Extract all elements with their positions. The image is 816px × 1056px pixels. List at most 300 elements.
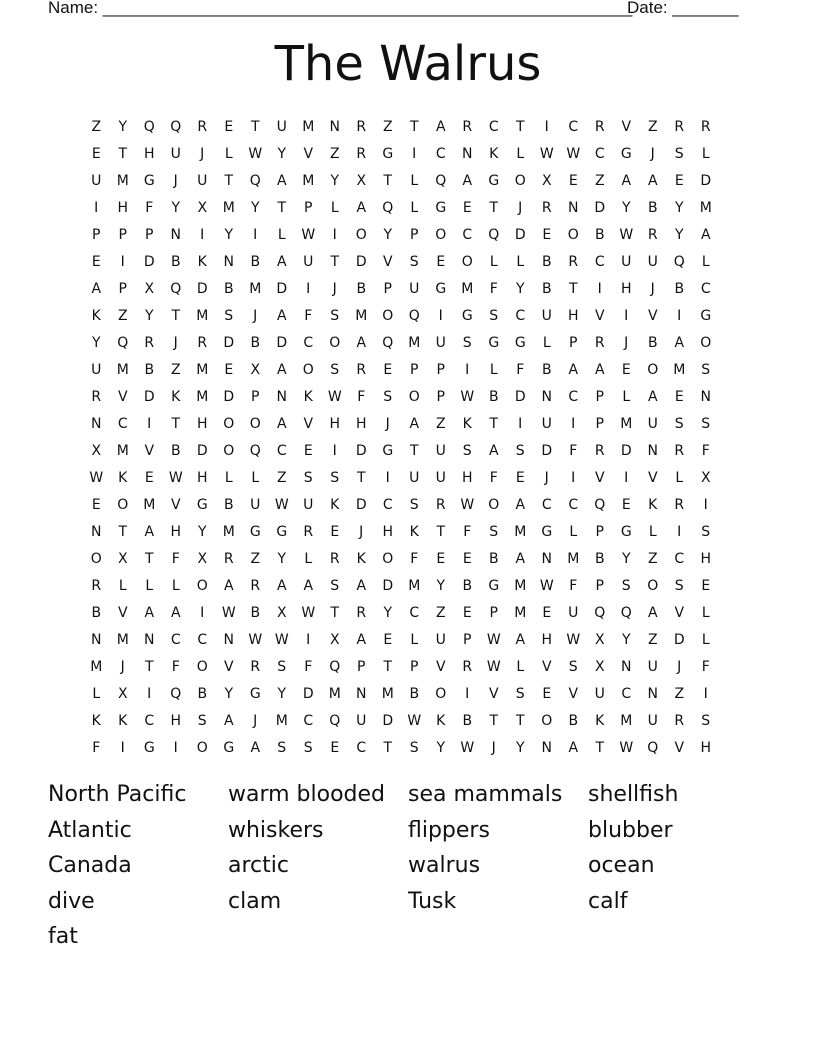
grid-letter[interactable]: S <box>303 739 313 756</box>
grid-letter[interactable]: R <box>356 145 367 162</box>
grid-letter[interactable]: I <box>465 361 470 378</box>
grid-letter[interactable]: Q <box>382 199 394 216</box>
grid-letter[interactable]: S <box>383 388 393 405</box>
date-field[interactable]: Date: _______ <box>627 0 739 17</box>
grid-letter[interactable]: M <box>116 442 129 459</box>
grid-letter[interactable]: Q <box>143 118 155 135</box>
grid-letter[interactable]: G <box>382 145 394 162</box>
grid-letter[interactable]: A <box>462 172 473 189</box>
grid-letter[interactable]: L <box>277 226 286 243</box>
grid-letter[interactable]: Q <box>594 496 606 513</box>
grid-letter[interactable]: L <box>224 469 233 486</box>
grid-letter[interactable]: B <box>541 253 552 270</box>
grid-letter[interactable]: V <box>144 442 155 459</box>
grid-letter[interactable]: O <box>223 415 235 432</box>
grid-letter[interactable]: R <box>674 712 685 729</box>
grid-letter[interactable]: U <box>647 712 658 729</box>
grid-letter[interactable]: M <box>408 577 421 594</box>
grid-letter[interactable]: B <box>647 199 658 216</box>
grid-letter[interactable]: W <box>301 226 316 243</box>
grid-letter[interactable]: W <box>486 658 501 675</box>
grid-letter[interactable]: A <box>356 199 367 216</box>
grid-letter[interactable]: T <box>595 739 605 756</box>
grid-letter[interactable]: Q <box>170 280 182 297</box>
grid-letter[interactable]: D <box>143 388 155 405</box>
grid-letter[interactable]: H <box>541 631 553 648</box>
grid-letter[interactable]: G <box>196 496 208 513</box>
grid-letter[interactable]: W <box>327 388 342 405</box>
grid-letter[interactable]: M <box>196 361 209 378</box>
grid-letter[interactable]: R <box>356 118 367 135</box>
grid-letter[interactable]: J <box>173 172 178 189</box>
grid-letter[interactable]: S <box>674 577 684 594</box>
grid-letter[interactable]: D <box>355 442 367 459</box>
grid-letter[interactable]: X <box>91 442 102 459</box>
grid-letter[interactable]: S <box>701 361 711 378</box>
grid-letter[interactable]: N <box>647 442 658 459</box>
grid-letter[interactable]: Q <box>620 604 632 621</box>
grid-letter[interactable]: U <box>356 712 367 729</box>
grid-letter[interactable]: F <box>171 550 180 567</box>
grid-letter[interactable]: S <box>224 307 234 324</box>
grid-letter[interactable]: H <box>196 415 208 432</box>
grid-letter[interactable]: X <box>144 280 155 297</box>
grid-letter[interactable]: F <box>463 523 472 540</box>
grid-letter[interactable]: S <box>489 307 499 324</box>
grid-letter[interactable]: P <box>595 523 604 540</box>
grid-letter[interactable]: V <box>568 685 579 702</box>
grid-letter[interactable]: A <box>144 523 155 540</box>
grid-letter[interactable]: I <box>120 739 125 756</box>
grid-letter[interactable]: Z <box>250 550 261 567</box>
grid-letter[interactable]: Z <box>435 604 446 621</box>
grid-letter[interactable]: A <box>515 631 526 648</box>
grid-letter[interactable]: D <box>143 253 155 270</box>
grid-letter[interactable]: S <box>674 145 684 162</box>
grid-letter[interactable]: K <box>91 307 101 324</box>
grid-letter[interactable]: L <box>251 469 260 486</box>
grid-letter[interactable]: W <box>89 469 104 486</box>
grid-letter[interactable]: T <box>515 118 525 135</box>
grid-letter[interactable]: D <box>196 280 208 297</box>
grid-letter[interactable]: L <box>224 145 233 162</box>
grid-letter[interactable]: T <box>436 523 446 540</box>
grid-letter[interactable]: X <box>329 631 340 648</box>
grid-letter[interactable]: A <box>647 604 658 621</box>
grid-letter[interactable]: S <box>409 739 419 756</box>
grid-letter[interactable]: Y <box>91 334 101 351</box>
grid-letter[interactable]: O <box>408 388 420 405</box>
grid-letter[interactable]: P <box>463 631 472 648</box>
grid-letter[interactable]: L <box>648 523 657 540</box>
grid-letter[interactable]: T <box>489 712 499 729</box>
grid-letter[interactable]: Y <box>383 604 393 621</box>
grid-letter[interactable]: T <box>489 415 499 432</box>
grid-letter[interactable]: A <box>303 577 314 594</box>
grid-letter[interactable]: P <box>383 280 392 297</box>
grid-letter[interactable]: B <box>144 361 155 378</box>
grid-letter[interactable]: A <box>515 550 526 567</box>
grid-letter[interactable]: A <box>276 577 287 594</box>
grid-letter[interactable]: M <box>514 577 527 594</box>
grid-letter[interactable]: K <box>118 712 128 729</box>
grid-letter[interactable]: J <box>677 658 682 675</box>
grid-letter[interactable]: E <box>515 469 525 486</box>
grid-letter[interactable]: O <box>700 334 712 351</box>
grid-letter[interactable]: S <box>701 523 711 540</box>
grid-letter[interactable]: N <box>647 685 658 702</box>
grid-letter[interactable]: A <box>356 631 367 648</box>
grid-letter[interactable]: L <box>569 523 578 540</box>
grid-letter[interactable]: T <box>383 172 393 189</box>
grid-letter[interactable]: U <box>647 415 658 432</box>
grid-letter[interactable]: R <box>144 334 155 351</box>
grid-letter[interactable]: S <box>701 415 711 432</box>
grid-letter[interactable]: C <box>276 442 287 459</box>
grid-letter[interactable]: B <box>170 253 181 270</box>
grid-letter[interactable]: N <box>541 739 552 756</box>
grid-letter[interactable]: O <box>567 226 579 243</box>
grid-letter[interactable]: I <box>253 226 258 243</box>
grid-letter[interactable]: I <box>306 280 311 297</box>
grid-letter[interactable]: F <box>171 658 180 675</box>
grid-letter[interactable]: Q <box>435 172 447 189</box>
grid-letter[interactable]: P <box>436 361 445 378</box>
grid-letter[interactable]: P <box>251 388 260 405</box>
grid-letter[interactable]: F <box>145 199 154 216</box>
grid-letter[interactable]: U <box>250 496 261 513</box>
grid-letter[interactable]: C <box>356 739 367 756</box>
grid-letter[interactable]: P <box>436 388 445 405</box>
grid-letter[interactable]: X <box>117 685 128 702</box>
grid-letter[interactable]: G <box>382 442 394 459</box>
grid-letter[interactable]: D <box>355 253 367 270</box>
grid-letter[interactable]: C <box>488 118 499 135</box>
grid-letter[interactable]: L <box>410 631 419 648</box>
grid-letter[interactable]: I <box>571 415 576 432</box>
grid-letter[interactable]: D <box>302 685 314 702</box>
grid-letter[interactable]: Z <box>647 118 658 135</box>
grid-letter[interactable]: T <box>330 604 340 621</box>
grid-letter[interactable]: E <box>542 604 552 621</box>
grid-letter[interactable]: J <box>650 280 655 297</box>
grid-letter[interactable]: X <box>700 469 711 486</box>
grid-letter[interactable]: L <box>542 334 551 351</box>
grid-letter[interactable]: K <box>91 712 101 729</box>
grid-letter[interactable]: Y <box>330 172 340 189</box>
grid-letter[interactable]: E <box>91 145 101 162</box>
grid-letter[interactable]: D <box>673 631 685 648</box>
grid-letter[interactable]: I <box>120 253 125 270</box>
grid-letter[interactable]: I <box>94 199 99 216</box>
grid-letter[interactable]: M <box>302 172 315 189</box>
grid-letter[interactable]: N <box>462 145 473 162</box>
grid-letter[interactable]: M <box>514 523 527 540</box>
grid-letter[interactable]: S <box>303 469 313 486</box>
grid-letter[interactable]: R <box>674 118 685 135</box>
grid-letter[interactable]: N <box>568 199 579 216</box>
grid-letter[interactable]: Q <box>488 226 500 243</box>
grid-letter[interactable]: Y <box>277 145 287 162</box>
grid-letter[interactable]: G <box>488 334 500 351</box>
grid-letter[interactable]: N <box>91 415 102 432</box>
grid-letter[interactable]: H <box>700 550 712 567</box>
grid-letter[interactable]: S <box>489 523 499 540</box>
grid-letter[interactable]: S <box>409 253 419 270</box>
grid-letter[interactable]: E <box>303 442 313 459</box>
grid-letter[interactable]: M <box>196 307 209 324</box>
grid-letter[interactable]: G <box>488 577 500 594</box>
grid-letter[interactable]: X <box>197 199 208 216</box>
grid-letter[interactable]: N <box>144 631 155 648</box>
grid-letter[interactable]: W <box>168 469 183 486</box>
grid-letter[interactable]: O <box>196 739 208 756</box>
grid-letter[interactable]: K <box>197 253 207 270</box>
grid-letter[interactable]: X <box>356 172 367 189</box>
grid-letter[interactable]: B <box>541 361 552 378</box>
grid-letter[interactable]: P <box>118 226 127 243</box>
grid-letter[interactable]: O <box>541 712 553 729</box>
grid-letter[interactable]: I <box>703 496 708 513</box>
grid-letter[interactable]: Y <box>144 307 154 324</box>
grid-letter[interactable]: Y <box>621 631 631 648</box>
grid-letter[interactable]: C <box>409 604 420 621</box>
grid-letter[interactable]: U <box>276 118 287 135</box>
grid-letter[interactable]: I <box>147 685 152 702</box>
grid-letter[interactable]: A <box>594 361 605 378</box>
grid-letter[interactable]: X <box>250 361 261 378</box>
grid-letter[interactable]: O <box>249 415 261 432</box>
grid-letter[interactable]: C <box>462 226 473 243</box>
grid-letter[interactable]: Z <box>117 307 128 324</box>
grid-letter[interactable]: I <box>677 307 682 324</box>
grid-letter[interactable]: B <box>356 280 367 297</box>
grid-letter[interactable]: S <box>330 577 340 594</box>
grid-letter[interactable]: U <box>435 334 446 351</box>
grid-letter[interactable]: V <box>621 118 632 135</box>
grid-letter[interactable]: S <box>277 658 287 675</box>
grid-letter[interactable]: Q <box>170 685 182 702</box>
grid-letter[interactable]: O <box>382 550 394 567</box>
grid-letter[interactable]: L <box>701 253 710 270</box>
grid-letter[interactable]: J <box>120 658 125 675</box>
grid-letter[interactable]: I <box>544 118 549 135</box>
grid-letter[interactable]: V <box>674 739 685 756</box>
grid-letter[interactable]: V <box>382 253 393 270</box>
grid-letter[interactable]: C <box>568 496 579 513</box>
grid-letter[interactable]: V <box>647 469 658 486</box>
grid-letter[interactable]: L <box>701 604 710 621</box>
grid-letter[interactable]: S <box>568 658 578 675</box>
grid-letter[interactable]: H <box>461 469 473 486</box>
grid-letter[interactable]: U <box>435 442 446 459</box>
grid-letter[interactable]: P <box>118 280 127 297</box>
grid-letter[interactable]: R <box>594 442 605 459</box>
grid-letter[interactable]: Q <box>249 172 261 189</box>
grid-letter[interactable]: B <box>594 226 605 243</box>
grid-letter[interactable]: F <box>701 442 710 459</box>
grid-letter[interactable]: L <box>304 550 313 567</box>
grid-letter[interactable]: P <box>304 199 313 216</box>
grid-letter[interactable]: H <box>117 199 129 216</box>
grid-letter[interactable]: I <box>385 469 390 486</box>
grid-letter[interactable]: A <box>250 739 261 756</box>
grid-letter[interactable]: R <box>197 118 208 135</box>
grid-letter[interactable]: H <box>355 415 367 432</box>
grid-letter[interactable]: M <box>355 307 368 324</box>
grid-letter[interactable]: D <box>541 442 553 459</box>
grid-letter[interactable]: I <box>624 307 629 324</box>
grid-letter[interactable]: S <box>674 415 684 432</box>
grid-letter[interactable]: I <box>200 604 205 621</box>
grid-letter[interactable]: O <box>329 334 341 351</box>
grid-letter[interactable]: J <box>624 334 629 351</box>
grid-letter[interactable]: L <box>489 253 498 270</box>
grid-letter[interactable]: V <box>303 145 314 162</box>
grid-letter[interactable]: I <box>465 685 470 702</box>
grid-letter[interactable]: M <box>620 712 633 729</box>
grid-letter[interactable]: H <box>170 523 182 540</box>
grid-letter[interactable]: G <box>276 523 288 540</box>
grid-letter[interactable]: H <box>170 712 182 729</box>
grid-letter[interactable]: V <box>170 496 181 513</box>
grid-letter[interactable]: D <box>223 334 235 351</box>
grid-letter[interactable]: M <box>196 388 209 405</box>
grid-letter[interactable]: U <box>647 253 658 270</box>
grid-letter[interactable]: T <box>250 118 260 135</box>
grid-letter[interactable]: V <box>488 685 499 702</box>
grid-letter[interactable]: R <box>356 604 367 621</box>
grid-letter[interactable]: U <box>409 280 420 297</box>
grid-letter[interactable]: C <box>594 253 605 270</box>
grid-letter[interactable]: M <box>143 496 156 513</box>
grid-letter[interactable]: M <box>567 550 580 567</box>
grid-letter[interactable]: U <box>541 415 552 432</box>
grid-letter[interactable]: S <box>277 739 287 756</box>
grid-letter[interactable]: O <box>302 361 314 378</box>
grid-letter[interactable]: J <box>359 523 364 540</box>
grid-letter[interactable]: E <box>542 226 552 243</box>
grid-letter[interactable]: R <box>674 496 685 513</box>
grid-letter[interactable]: A <box>568 739 579 756</box>
grid-letter[interactable]: K <box>330 496 340 513</box>
grid-letter[interactable]: Q <box>408 307 420 324</box>
grid-letter[interactable]: A <box>647 388 658 405</box>
grid-letter[interactable]: P <box>489 604 498 621</box>
grid-letter[interactable]: U <box>303 253 314 270</box>
grid-letter[interactable]: T <box>224 172 234 189</box>
name-field[interactable]: Name: ________________________________________________________ <box>48 0 633 17</box>
grid-letter[interactable]: O <box>117 496 129 513</box>
grid-letter[interactable]: L <box>516 253 525 270</box>
grid-letter[interactable]: C <box>303 334 314 351</box>
grid-letter[interactable]: T <box>568 280 578 297</box>
grid-letter[interactable]: N <box>170 226 181 243</box>
grid-letter[interactable]: C <box>170 631 181 648</box>
grid-letter[interactable]: N <box>541 550 552 567</box>
grid-letter[interactable]: A <box>276 361 287 378</box>
grid-letter[interactable]: M <box>116 361 129 378</box>
grid-letter[interactable]: M <box>222 523 235 540</box>
grid-letter[interactable]: G <box>223 739 235 756</box>
grid-letter[interactable]: Y <box>277 550 287 567</box>
grid-letter[interactable]: C <box>117 415 128 432</box>
grid-letter[interactable]: C <box>621 685 632 702</box>
grid-letter[interactable]: T <box>383 739 393 756</box>
grid-letter[interactable]: R <box>647 226 658 243</box>
grid-letter[interactable]: M <box>620 415 633 432</box>
grid-letter[interactable]: D <box>514 388 526 405</box>
grid-letter[interactable]: A <box>435 118 446 135</box>
grid-letter[interactable]: W <box>566 631 581 648</box>
grid-letter[interactable]: Z <box>594 172 605 189</box>
grid-letter[interactable]: G <box>143 172 155 189</box>
grid-letter[interactable]: A <box>170 604 181 621</box>
grid-letter[interactable]: T <box>277 199 287 216</box>
grid-letter[interactable]: Q <box>170 118 182 135</box>
grid-letter[interactable]: S <box>330 469 340 486</box>
grid-letter[interactable]: C <box>197 631 208 648</box>
grid-letter[interactable]: K <box>489 145 499 162</box>
grid-letter[interactable]: B <box>462 712 473 729</box>
grid-letter[interactable]: E <box>436 550 446 567</box>
grid-letter[interactable]: L <box>118 577 127 594</box>
grid-letter[interactable]: T <box>118 145 128 162</box>
grid-letter[interactable]: L <box>92 685 101 702</box>
grid-letter[interactable]: T <box>383 658 393 675</box>
grid-letter[interactable]: C <box>568 388 579 405</box>
grid-letter[interactable]: I <box>624 469 629 486</box>
grid-letter[interactable]: E <box>462 199 472 216</box>
grid-letter[interactable]: J <box>518 199 523 216</box>
grid-letter[interactable]: K <box>462 415 472 432</box>
grid-letter[interactable]: N <box>621 658 632 675</box>
grid-letter[interactable]: X <box>276 604 287 621</box>
grid-letter[interactable]: O <box>435 226 447 243</box>
grid-letter[interactable]: E <box>621 361 631 378</box>
grid-letter[interactable]: O <box>647 361 659 378</box>
grid-letter[interactable]: P <box>595 577 604 594</box>
grid-letter[interactable]: R <box>250 577 261 594</box>
grid-letter[interactable]: W <box>460 739 475 756</box>
grid-letter[interactable]: L <box>701 145 710 162</box>
grid-letter[interactable]: P <box>595 388 604 405</box>
grid-letter[interactable]: M <box>116 172 129 189</box>
grid-letter[interactable]: L <box>675 469 684 486</box>
grid-letter[interactable]: H <box>700 739 712 756</box>
grid-letter[interactable]: B <box>250 334 261 351</box>
grid-letter[interactable]: O <box>223 442 235 459</box>
grid-letter[interactable]: Y <box>621 550 631 567</box>
grid-letter[interactable]: E <box>383 631 393 648</box>
grid-letter[interactable]: P <box>595 415 604 432</box>
grid-letter[interactable]: R <box>329 550 340 567</box>
grid-letter[interactable]: Q <box>647 739 659 756</box>
grid-letter[interactable]: B <box>170 442 181 459</box>
grid-letter[interactable]: Y <box>277 685 287 702</box>
grid-letter[interactable]: U <box>435 469 446 486</box>
grid-letter[interactable]: D <box>620 442 632 459</box>
grid-letter[interactable]: L <box>622 388 631 405</box>
grid-letter[interactable]: I <box>571 469 576 486</box>
grid-letter[interactable]: W <box>301 604 316 621</box>
grid-letter[interactable]: V <box>223 658 234 675</box>
grid-letter[interactable]: F <box>701 658 710 675</box>
grid-letter[interactable]: O <box>514 172 526 189</box>
grid-letter[interactable]: J <box>544 469 549 486</box>
grid-letter[interactable]: T <box>171 307 181 324</box>
grid-letter[interactable]: D <box>594 199 606 216</box>
